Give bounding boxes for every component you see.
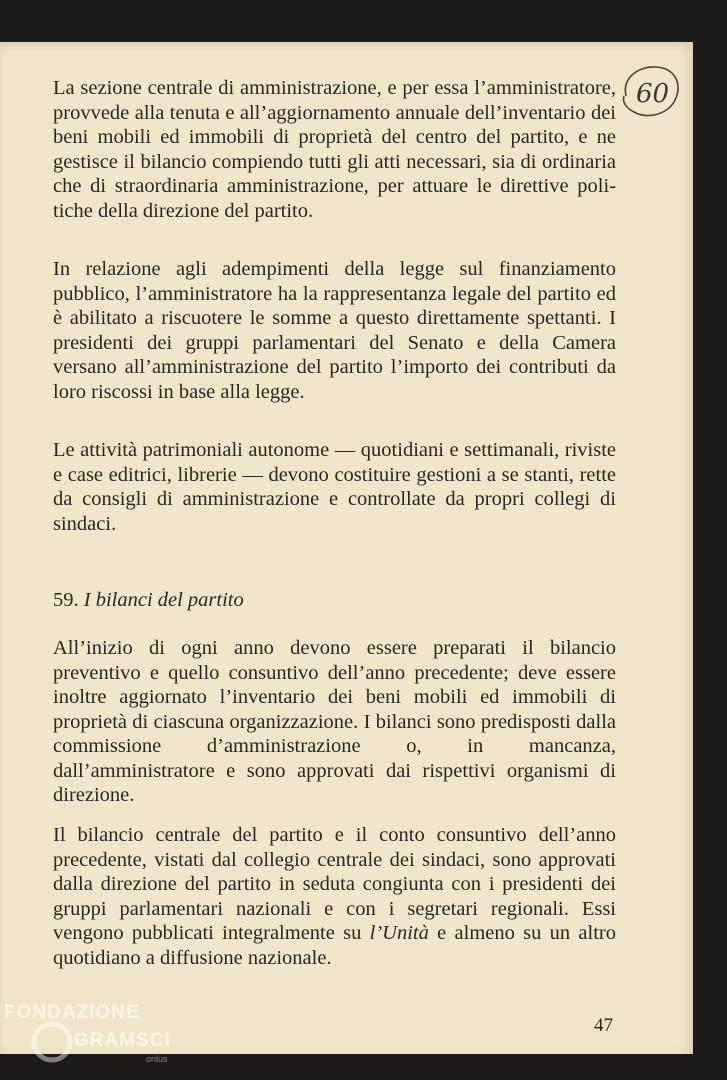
newspaper-title: l’Unità (369, 922, 429, 944)
paragraph-2 (53, 257, 616, 404)
paragraph-text: All’inizio di ogni anno devono essere preparati il bilancio preventivo e quello consuntivo dell’anno precedente; deve essere inoltre aggiornato l’inventario dei beni mobili ed immobili di proprietà di ciascuna organizzazione. I bilanci sono predisposti dalla commissione d’amministrazione o, in mancanza, dall’amministratore e sono approvati dai rispettivi organismi di direzione. (53, 637, 616, 806)
section-number: 59. (53, 589, 79, 611)
book-page (0, 42, 693, 1054)
handwritten-number: 60 (636, 79, 670, 109)
paragraph-text: La sezione centrale di amministrazione, e per essa l’amministratore, provvede alla tenuta e all’aggiornamento annuale dell’inventario dei beni mobili ed immobili di proprietà del centro del partito, e ne gestisce il bilancio compiendo tutti gli atti necessari, sia di ordinaria che di straordinaria amministrazione, per attuare le direttive politiche della direzione del partito. (53, 77, 616, 222)
paragraph-5 (53, 823, 616, 970)
watermark-g-mark (34, 1024, 70, 1060)
paragraph-text-start: Il bilancio centrale del partito e il conto consuntivo dell’anno precedente, vistati dal collegio centrale dei sindaci, sono approvati dalla direzione del partito in seduta congiunta con i presidenti dei gruppi parlamentari nazionali e con i segretari regionali. Essi vengono pubblicati integralmente su (53, 824, 616, 944)
paragraph-text-end: e almeno su un altro quotidiano a diffusione nazionale. (53, 922, 616, 969)
section-title: I bilanci del partito (83, 589, 244, 611)
watermark-line-3: onlus (146, 1054, 168, 1064)
foundation-watermark (0, 990, 200, 1080)
page-number: 47 (594, 1015, 613, 1036)
section-heading (53, 589, 244, 612)
watermark-line-1: FONDAZIONE (4, 1002, 140, 1023)
paragraph-text: Le attività patrimoniali autonome — quotidiani e settimanali, riviste e case editrici, librerie — devono costituire gestioni a se stanti, rette da consigli di amministrazione e controllate da propri collegi di sindaci. (53, 439, 616, 535)
paragraph-text: In relazione agli adempimenti della legge sul finanziamento pubblico, l’amministratore ha la rappresentanza legale del partito ed è abilitato a riscuotere le somme a questo direttamente spettanti. I presidenti dei gruppi parlamentari del Senato e della Camera versano all’amministrazione del partito l’importo dei contributi da loro riscossi in base alla legge. (53, 258, 616, 403)
watermark-line-2: GRAMSCI (74, 1030, 171, 1051)
paragraph-1 (53, 76, 616, 223)
handwritten-page-annotation (612, 62, 684, 120)
paragraph-4 (53, 636, 616, 808)
paragraph-text (53, 823, 616, 970)
paragraph-3 (53, 438, 616, 536)
